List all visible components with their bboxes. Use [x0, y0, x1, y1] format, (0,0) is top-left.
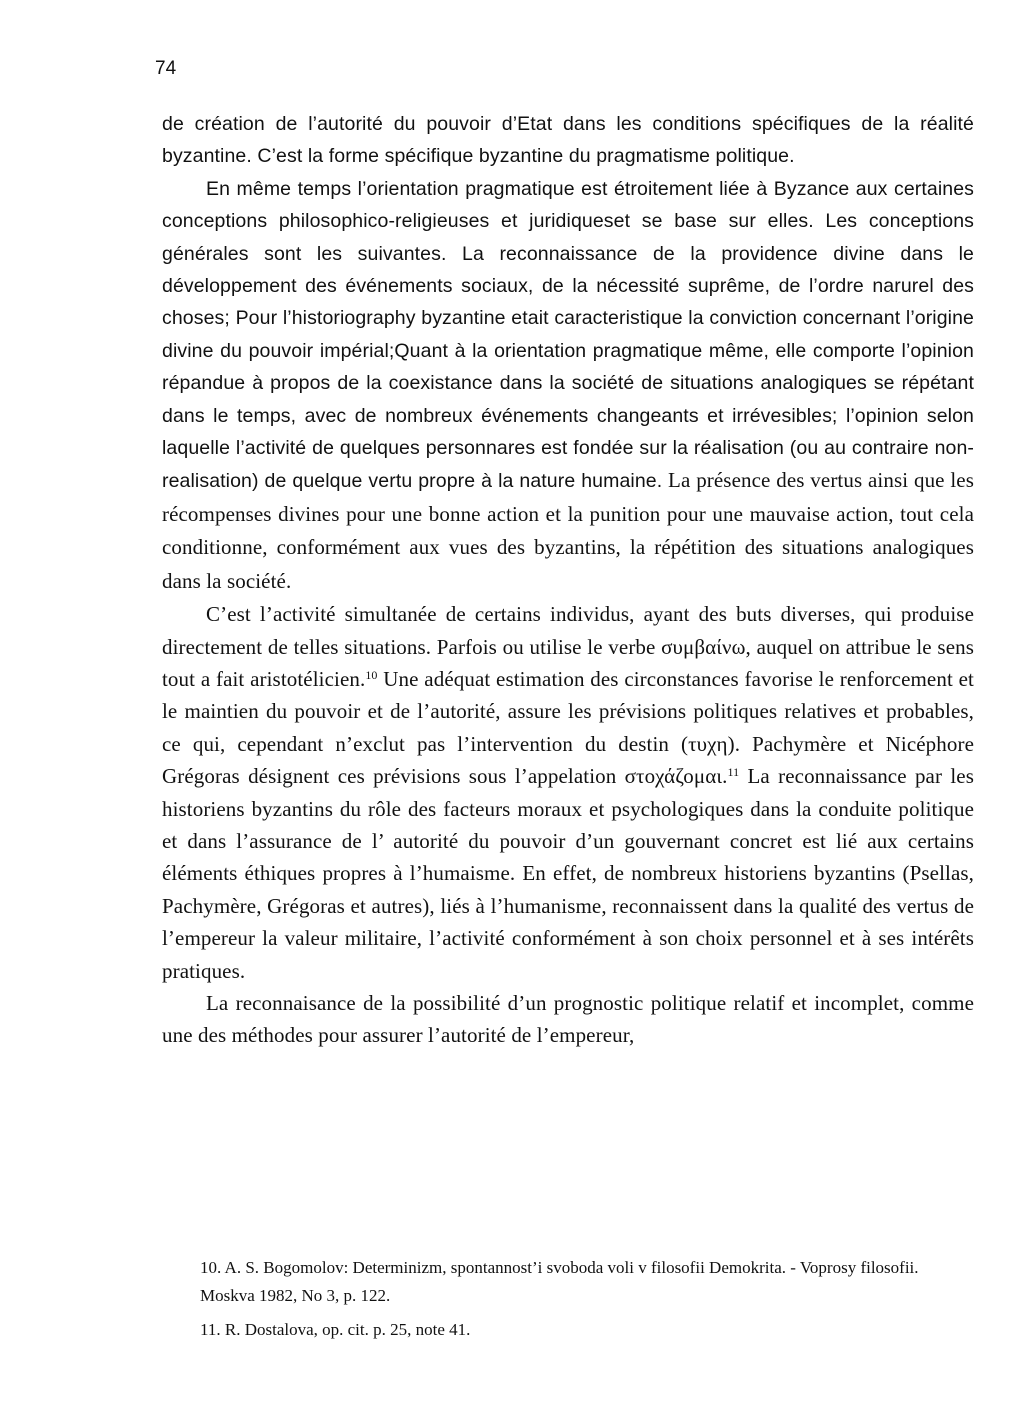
footnote-ref-10: 10 [365, 667, 378, 682]
body-text [162, 108, 974, 1052]
footnote-ref-11: 11 [727, 765, 740, 780]
footnote-10: 10. A. S. Bogomolov: Determinizm, spontannost’i svoboda voli v filosofii Demokrita. - Voprosy filosofii. Moskva 1982, No 3, p. 122. [200, 1258, 919, 1305]
paragraph-4: La reconnaisance de la possibilité d’un prognostic politique relatif et incomplet, comme une des méthodes pour assurer l’autorité de l’empereur, [162, 990, 974, 1048]
paragraph-2-part-1: En même temps l’orientation pragmatique est étroitement liée à Byzance aux certaines conceptions philosophico-religieuses et juridiqueset se base sur elles. Les conceptions générales sont les suivantes. La reconnaissance de la providence divine dans le développement des événements sociaux, de la nécessité suprême, de l’ordre narurel des choses; Pour l’historiography byzantine etait caracteristique la conviction concernant l’origine divine du pouvoir impérial;Quant à la orientation pragmatique même, elle comporte l’opinion répandue à propos de la coexistance dans la société de situations analogiques se répétant dans le temps, avec de nombreux événements changeants et irrévesibles; l’opinion selon laquelle l’activité de quelques personnares est fondée sur la réalisation (ou au contraire non-realisation) de quelque vertu propre à la nature humaine. [162, 177, 974, 493]
paragraph-3 [162, 598, 974, 987]
paragraph-3-part-2: Une adéquat estimation des circonstances favorise le renforcement et le maintien du pouvoir et de l’autorité, assure les prévisions politiques relatives et probables, ce qui, cependant n’exclut pas l’intervention du destin (τυχη). Pachymère et Nicéphore Grégoras désignent ces prévisions sous l’appelation στοχάζομαι. [162, 666, 974, 789]
paragraph-3-part-3: La reconnaissance par les historiens byzantins du rôle des facteurs moraux et psychologiques dans la conduite politique et dans l’assurance de l’ autorité du pouvoir d’un gouvernant concret est lié aux certains éléments éthiques propres à l’humaisme. En effet, de nombreux historiens byzantins (Psellas, Pachymère, Grégoras et autres), liés à l’humanisme, reconnaissent dans la qualité des vertus de l’empereur la valeur militaire, l’activité conformément à son choix personnel et à ses intérêts pratiques. [162, 764, 974, 983]
footnote-11: 11. R. Dostalova, op. cit. p. 25, note 41. [200, 1320, 471, 1339]
paragraph-2-part-2: La présence des vertus ainsi que les récompenses divines pour une bonne action et la punition pour une mauvaise action, tout cela conditionne, conformément aux vues des byzantins, la répétition des situations analogiques dans la société. [162, 468, 974, 593]
paragraph-1: de création de l’autorité du pouvoir d’Etat dans les conditions spécifiques de la réalité byzantine. C’est la forme spécifique byzantine du pragmatisme politique. [162, 113, 974, 168]
paragraph-3-part-1: C’est l’activité simultanée de certains individus, ayant des buts diverses, qui produise directement de telles situations. Parfois ou utilise le verbe συμβαίνω, auquel on attribue le sens tout a fait aristotélicien. [162, 602, 974, 691]
page-number: 74 [155, 58, 177, 79]
footnotes [162, 1254, 974, 1344]
paragraph-2 [162, 173, 974, 598]
